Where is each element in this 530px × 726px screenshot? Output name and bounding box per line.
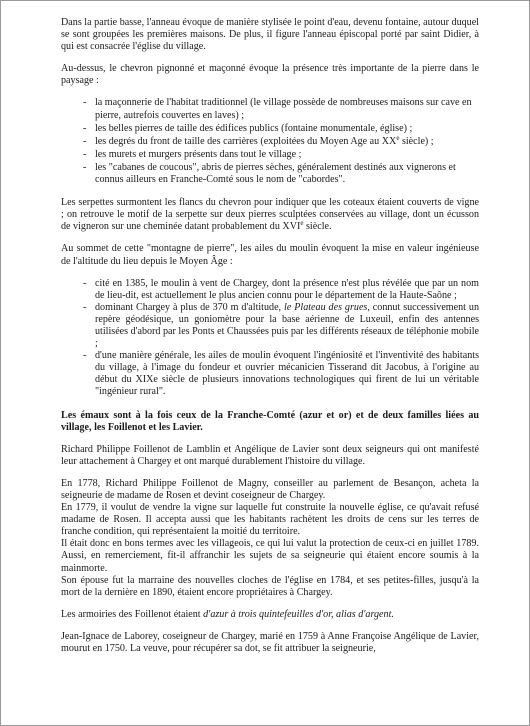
list-item: - cité en 1385, le moulin à vent de Chargey, dont la présence n'est plus révélée que par un nom de lieu-dit, est actuellement le plus ancien connu pour le département de la Haute-Saône ; (61, 278, 479, 302)
paragraph-emaux: Les émaux sont à la fois ceux de la Franche-Comté (azur et or) et de deux familles liées au village, les Foillenot et les Lavier. (61, 409, 479, 433)
moulin-list (61, 278, 479, 399)
paragraph-seigneurs: Richard Philippe Foillenot de Lamblin et Angélique de Lavier sont deux seigneurs qui ont manifesté leur attachement à Chargey et ont marqué durablement l'histoire du village. (61, 443, 479, 467)
paragraph-1778: En 1778, Richard Philippe Foillenot de Magny, conseiller au parlement de Besançon, acheta la seigneurie de madame de Rosen et devint coseigneur de Chargey. (61, 477, 479, 501)
paragraph-chevron: Au-dessus, le chevron pignonné et maçonné évoque la présence très importante de la pierre dans le paysage : (61, 63, 479, 87)
paragraph-villageois: Il était donc en bons termes avec les villageois, ce qui lui valut la protection de ceux-ci en juillet 1789. Aussi, en remerciement, fit-il affranchir les sujets de sa seigneurie qui étaient encore soumis à la mainmorte. (61, 538, 479, 574)
paragraph-serpettes: Les serpettes surmontent les flancs du chevron pour indiquer que les coteaux étaient couverts de vigne ; on retrouve le motif de la serpette sur deux pierres sculptées conservées au village, dont un écusson de vigneron sur une cheminée datant probablement du XVIe siècle. (61, 197, 479, 233)
list-item: - les "cabanes de coucous", abris de pierres sèches, généralement destinés aux vignerons et connus ailleurs en Franche-Comté sous le nom de "cabordes". (61, 162, 479, 186)
list-item: - la maçonnerie de l'habitat traditionnel (le village possède de nombreuses maisons sur cave en pierre, autrefois couvertes en laves) ; (61, 97, 479, 121)
paragraph-laborey: Jean-Ignace de Laborey, coseigneur de Chargey, marié en 1759 à Anne Françoise Angélique de Lavier, mourut en 1750. La veuve, pour récupérer sa dot, se fit attribuer la seigneurie, (61, 630, 479, 655)
paragraph-epouse: Son épouse fut la marraine des nouvelles cloches de l'église en 1784, et ses petites-filles, jusqu'à la mort de la dernière en 1890, étaient encore propriétaires à Chargey. (61, 574, 479, 598)
pierre-list (61, 97, 479, 186)
paragraph-moulin: Au sommet de cette "montagne de pierre", les ailes du moulin évoquent la mise en valeur ingénieuse de l'altitude du lieu depuis le Moyen Âge : (61, 243, 479, 267)
paragraph-armoiries: Les armoiries des Foillenot étaient d'azur à trois quintefeuilles d'or, alias d'argent. (61, 608, 394, 620)
document-body (61, 17, 479, 665)
paragraph-anneau: Dans la partie basse, l'anneau évoque de manière stylisée le point d'eau, devenu fontaine, autour duquel se sont groupées les premières maisons. De plus, il figure l'anneau épiscopal porté par saint Didier, à qui est consacrée l'église du village. (61, 17, 479, 53)
paragraph-1779: En 1779, il voulut de vendre la vigne sur laquelle fut construite la nouvelle église, ce qu'avait refusé madame de Rosen. Il accepta aussi que les habitants rachètent les droits de cens sur les terres de franche condition, qui représentaient la moitié du territoire. (61, 502, 479, 538)
list-item: - dominant Chargey à plus de 370 m d'altitude, le Plateau des grues, connut successivement un repère géodésique, un goniomètre pour la base aérienne de Luxeuil, enfin des antennes utilisées d'abord par les Ponts et Chaussées puis par les différents réseaux de téléphonie mobile ; (61, 302, 479, 350)
list-item: - d'une manière générale, les ailes de moulin évoquent l'ingéniosité et l'inventivité des habitants du village, à l'image du fondeur et ouvrier mécanicien Tisserand dit Jacobus, à l'origine au début du XIXe siècle de plusieurs innovations technologiques qui firent de lui un véritable "ingénieur rural". (61, 350, 479, 398)
list-item: - les belles pierres de taille des édifices publics (fontaine monumentale, église) ; (61, 123, 479, 135)
list-item: - les murets et murgers présents dans tout le village ; (61, 149, 479, 161)
list-item: - les degrés du front de taille des carrières (exploitées du Moyen Age au XXe siècle) ; (61, 136, 479, 148)
